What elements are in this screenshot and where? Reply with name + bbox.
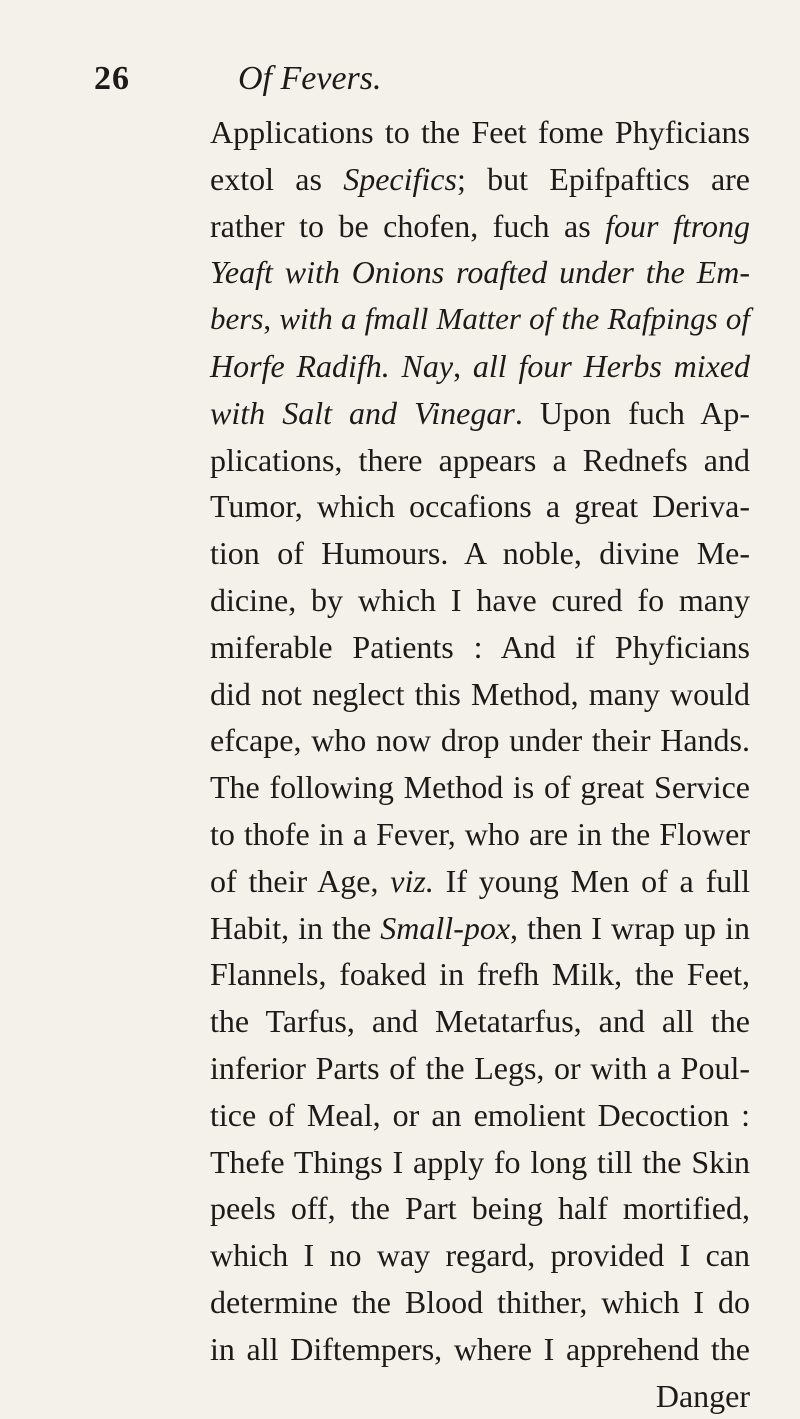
italic-text: Small-pox [380, 909, 511, 946]
text-segment: If young Men of a full [433, 862, 751, 899]
text-segment: Flannels, foaked in frefh Milk, the Feet, [210, 956, 750, 993]
italic-text: all four Herbs mixed [472, 347, 751, 384]
text-line [210, 203, 750, 250]
text-line [210, 811, 750, 858]
text-line [210, 1279, 750, 1326]
text-line [210, 1326, 750, 1373]
text-segment: determine the Blood thither, which I do [210, 1283, 750, 1320]
italic-text: Yeaft with Onions roafted under the Em- [210, 254, 750, 291]
text-segment: extol as [210, 160, 344, 197]
text-segment: ; but Epifpaftics are [456, 160, 751, 197]
text-segment: inferior Parts of the Legs, or with a Poul- [210, 1049, 750, 1086]
text-line [210, 905, 750, 952]
italic-text: Horfe Radifh. Nay [210, 347, 454, 384]
text-line [210, 1139, 750, 1186]
text-line [210, 1092, 750, 1139]
text-segment: to thofe in a Fever, who are in the Flower [210, 815, 750, 852]
text-segment: which I no way regard, provided I can [210, 1237, 750, 1274]
text-segment: The following Method is of great Service [210, 769, 750, 806]
text-line [210, 1232, 750, 1279]
text-segment: plications, there appears a Rednefs and [210, 441, 750, 478]
text-segment: Thefe Things I apply fo long till the Skin [210, 1143, 750, 1180]
text-line [210, 156, 750, 203]
text-line [210, 1185, 750, 1232]
italic-text: bers [210, 301, 264, 337]
text-segment: did not neglect this Method, many would [210, 675, 750, 712]
italic-text: with a fmall Matter of the Rafpings of [279, 301, 751, 337]
text-line [210, 624, 750, 671]
text-segment: tion of Humours. A noble, divine Me- [210, 535, 750, 572]
text-line [210, 577, 750, 624]
text-line [210, 483, 750, 530]
text-line [210, 671, 750, 718]
text-line [210, 951, 750, 998]
text-line [210, 249, 750, 296]
text-segment: tice of Meal, or an emolient Decoction : [210, 1096, 750, 1133]
text-segment: , [263, 301, 280, 337]
text-segment: , then I wrap up in [510, 909, 751, 946]
text-segment: Habit, in the [210, 909, 381, 946]
text-segment: rather to be chofen, fuch as [210, 207, 606, 244]
body-text [210, 109, 750, 1419]
text-segment: dicine, by which I have cured fo many [210, 581, 750, 618]
text-line [210, 764, 750, 811]
text-segment: in all Diftempers, where I apprehend the [210, 1330, 750, 1367]
catchword: Danger [655, 1377, 750, 1414]
text-segment: peels off, the Part being half mortified, [210, 1190, 750, 1227]
italic-text: Specifics [343, 160, 457, 197]
text-line [210, 530, 750, 577]
text-line [210, 858, 750, 905]
text-segment: . Upon fuch Ap- [514, 394, 751, 431]
text-line [210, 717, 750, 764]
text-segment: Tumor, which occafions a great Deriva- [210, 488, 750, 525]
italic-text: with Salt and Vinegar [210, 394, 515, 431]
text-segment: miferable Patients : And if Phyficians [210, 628, 750, 665]
text-line [210, 343, 750, 390]
text-line [210, 390, 750, 437]
text-line [210, 998, 750, 1045]
text-line [210, 109, 750, 156]
italic-text: viz. [390, 862, 434, 899]
running-title: Of Fevers. [238, 60, 382, 97]
text-segment: Applications to the Feet fome Phyficians [210, 114, 750, 150]
text-segment: of their Age, [210, 862, 391, 899]
text-line [210, 296, 750, 343]
text-segment: efcape, who now drop under their Hands. [210, 722, 750, 759]
text-line [210, 1045, 750, 1092]
italic-text: four ftrong [605, 207, 751, 244]
text-segment: , [453, 347, 473, 384]
text-line [210, 437, 750, 484]
text-segment: the Tarfus, and Metatarfus, and all the [210, 1003, 750, 1040]
page-number: 26 [94, 60, 130, 97]
